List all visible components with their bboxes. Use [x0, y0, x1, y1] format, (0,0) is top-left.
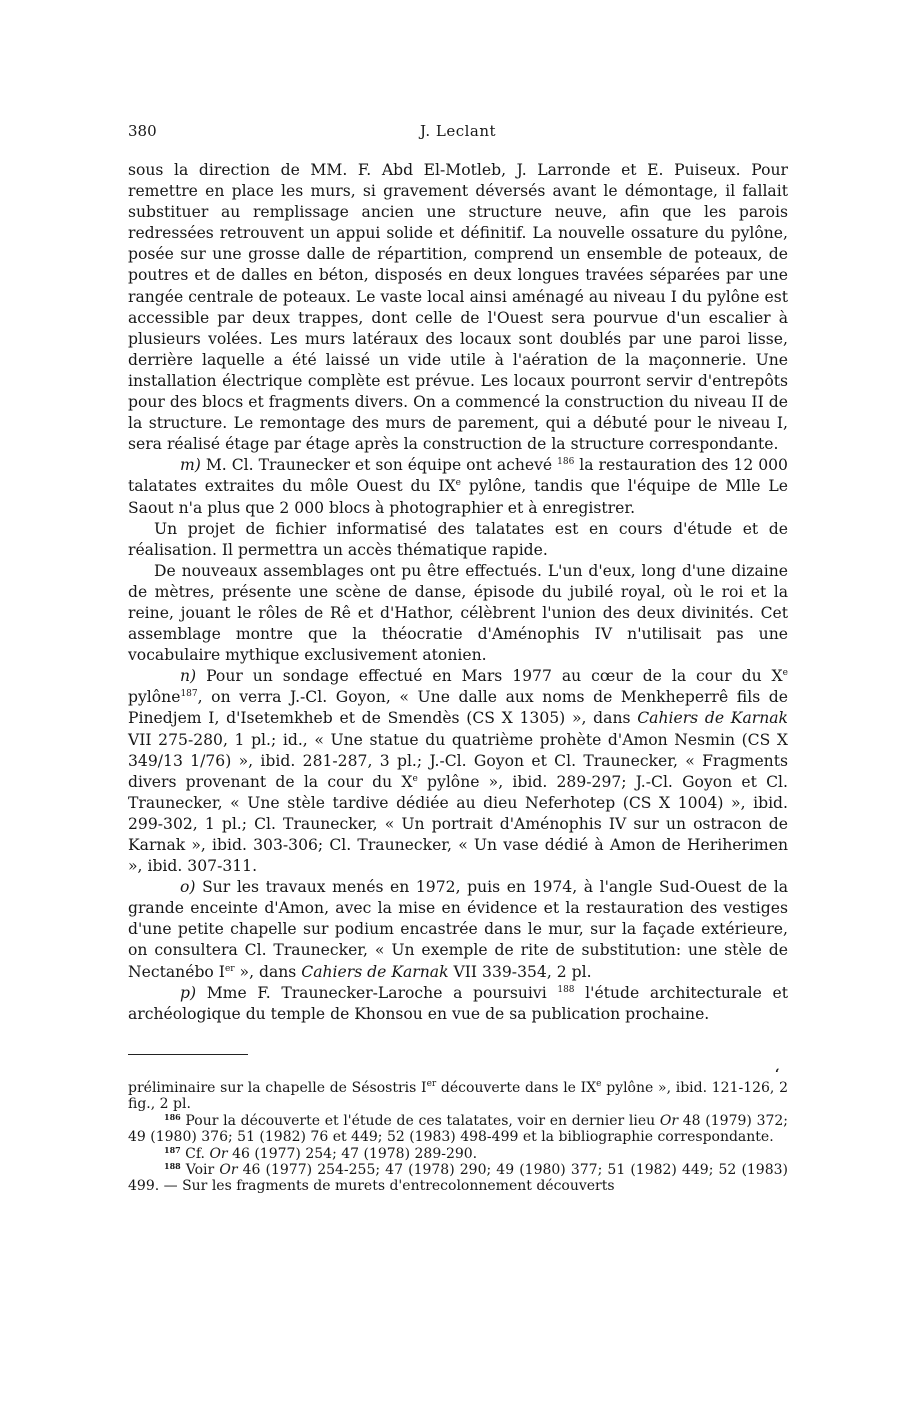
text: 46 (1977) 254-255; 47 (1978) 290; 49 (1980) 377; 51 (1982) 449; 52 (1983) 499. — Sur les fragments de murets d'entrecolonnement découverts	[128, 1162, 788, 1195]
paragraph-o	[128, 877, 788, 982]
paragraph-p	[128, 983, 788, 1025]
footnote-rule	[128, 1054, 248, 1055]
text: pylône	[128, 688, 181, 707]
text: préliminaire sur la chapelle de Sésostris I	[128, 1080, 427, 1096]
text: VII 339-354, 2 pl.	[448, 962, 592, 981]
page-header	[128, 122, 788, 144]
text: l'étude architecturale et archéologique du temple de Khonsou en vue de sa publication prochaine.	[128, 983, 788, 1023]
paragraph-m	[128, 455, 788, 518]
text: Sur les travaux menés en 1972, puis en 1974, à l'angle Sud-Ouest de la grande enceinte d'Amon, avec la mise en évidence et la restauration des vestiges d'une petite chapelle sur podium encastrée dans le mur, sur la façade extérieure, on consultera Cl. Traunecker, « Un exemple de rite de substitution: une stèle de Nectanébo I	[128, 878, 788, 981]
body-text	[128, 160, 788, 1025]
paragraph-assemblages: De nouveaux assemblages ont pu être effectués. L'un d'eux, long d'une dizaine de mètres, présente une scène de danse, épisode du jubilé royal, où le roi et la reine, jouant le rôles de Rê et d'Hathor, célèbrent l'union des deux divinités. Cet assemblage montre que la théocratie d'Aménophis IV n'utilisait pas une vocabulaire mythique exclusivement atonien.	[128, 561, 788, 665]
footnote-188	[128, 1162, 788, 1195]
item-letter-n: n)	[180, 667, 197, 686]
footnotes	[128, 1080, 788, 1195]
item-letter-m: m)	[180, 456, 201, 475]
journal-abbrev: Or	[659, 1112, 679, 1129]
margin-mark: ‘	[775, 1067, 780, 1082]
text: Voir	[180, 1162, 220, 1179]
text: Pour la découverte et l'étude de ces talatates, voir en dernier lieu	[180, 1112, 660, 1129]
ordinal-sup: e	[412, 773, 418, 784]
journal-abbrev: Or	[209, 1145, 228, 1162]
text: M. Cl. Traunecker et son équipe ont achevé	[200, 456, 558, 475]
footnote-number: 187	[164, 1144, 181, 1155]
footnote-number: 186	[164, 1111, 181, 1122]
page-number: 380	[128, 122, 157, 140]
text: découverte dans le IX	[436, 1080, 597, 1096]
text: VII 275-280, 1 pl.; id., « Une statue du quatrième prohète d'Amon Nesmin (CS X 349/13 1/76) », ibid. 281-287, 3 pl.; J.-Cl. Goyon et Cl. Traunecker, « Fragments divers provenant de la cour du X	[128, 730, 788, 791]
journal-title: Cahiers de Karnak	[301, 962, 449, 981]
ordinal-sup: er	[224, 963, 235, 974]
item-letter-p: p)	[180, 983, 197, 1002]
text: , on verra J.-Cl. Goyon, « Une dalle aux noms de Menkheperrê fils de Pinedjem I, d'Isetemkheb et de Smendès (CS X 1305) », dans	[128, 688, 788, 728]
paragraph-n	[128, 666, 788, 877]
text: 46 (1977) 254; 47 (1978) 289-290.	[227, 1145, 478, 1162]
text: Cf.	[180, 1145, 210, 1162]
footnote-continuation	[128, 1080, 788, 1113]
ordinal-sup: e	[782, 668, 788, 679]
text: la restauration des 12 000 talatates extraites du môle Ouest du IX	[128, 456, 788, 496]
item-letter-o: o)	[180, 878, 196, 897]
paragraph-fichier: Un projet de fichier informatisé des talatates est en cours d'étude et de réalisation. Il permettra un accès thématique rapide.	[128, 519, 788, 559]
text: », dans	[234, 962, 302, 981]
note-ref-188: 188	[557, 984, 575, 995]
ordinal-sup: e	[596, 1079, 602, 1089]
note-ref-187: 187	[180, 689, 198, 700]
text: Mme F. Traunecker-Laroche a poursuivi	[196, 983, 558, 1002]
running-head: J. Leclant	[419, 122, 497, 140]
text: pylône, tandis que l'équipe de Mlle Le Saout n'a plus que 2 000 blocs à photographier et à enregistrer.	[128, 477, 788, 517]
ordinal-sup: e	[455, 478, 461, 489]
footnote-186	[128, 1113, 788, 1146]
footnote-187	[128, 1146, 788, 1162]
text: Pour un sondage effectué en Mars 1977 au cœur de la cour du X	[196, 667, 783, 686]
journal-title: Cahiers de Karnak	[637, 709, 789, 728]
note-ref-186: 186	[557, 457, 575, 468]
text: pylône », ibid. 289-297; J.-Cl. Goyon et Cl. Traunecker, « Une stèle tardive dédiée au dieu Neferhotep (CS X 1004) », ibid. 299-302, 1 pl.; Cl. Traunecker, « Un portrait d'Aménophis IV sur un ostracon de Karnak », ibid. 303-306; Cl. Traunecker, « Un vase dédié à Amon de Heriherimen », ibid. 307-311.	[128, 772, 788, 876]
ordinal-sup: er	[426, 1079, 437, 1089]
paragraph-structure: sous la direction de MM. F. Abd El-Motleb, J. Larronde et E. Puiseux. Pour remettre en place les murs, si gravement déversés avant le démontage, il fallait substituer au remplissage ancien une structure neuve, afin que les parois redressées retrouvent un appui solide et définitif. La nouvelle ossature du pylône, posée sur une grosse dalle de répartition, comprend un ensemble de poteaux, de poutres et de dalles en béton, disposés en deux longues travées séparées par une rangée centrale de poteaux. Le vaste local ainsi aménagé au niveau I du pylône est accessible par deux trappes, dont celle de l'Ouest sera pourvue d'un escalier à plusieurs volées. Les murs latéraux des locaux sont doublés par une paroi lisse, derrière laquelle a été laissé un vide utile à l'aération de la maçonnerie. Une installation électrique complète est prévue. Les locaux pourront servir d'entrepôts pour des blocs et fragments divers. On a commencé la construction du niveau II de la structure. Le remontage des murs de parement, qui a débuté pour le niveau I, sera réalisé étage par étage après la construction de la structure correspondante.	[128, 161, 788, 454]
journal-abbrev: Or	[219, 1162, 238, 1179]
text: 48 (1979) 372; 49 (1980) 376; 51 (1982) 76 et 449; 52 (1983) 498-499 et la bibliographie correspondante.	[128, 1112, 789, 1146]
text: pylône », ibid. 121-126, 2 fig., 2 pl.	[128, 1080, 789, 1113]
footnote-number: 188	[164, 1161, 181, 1172]
